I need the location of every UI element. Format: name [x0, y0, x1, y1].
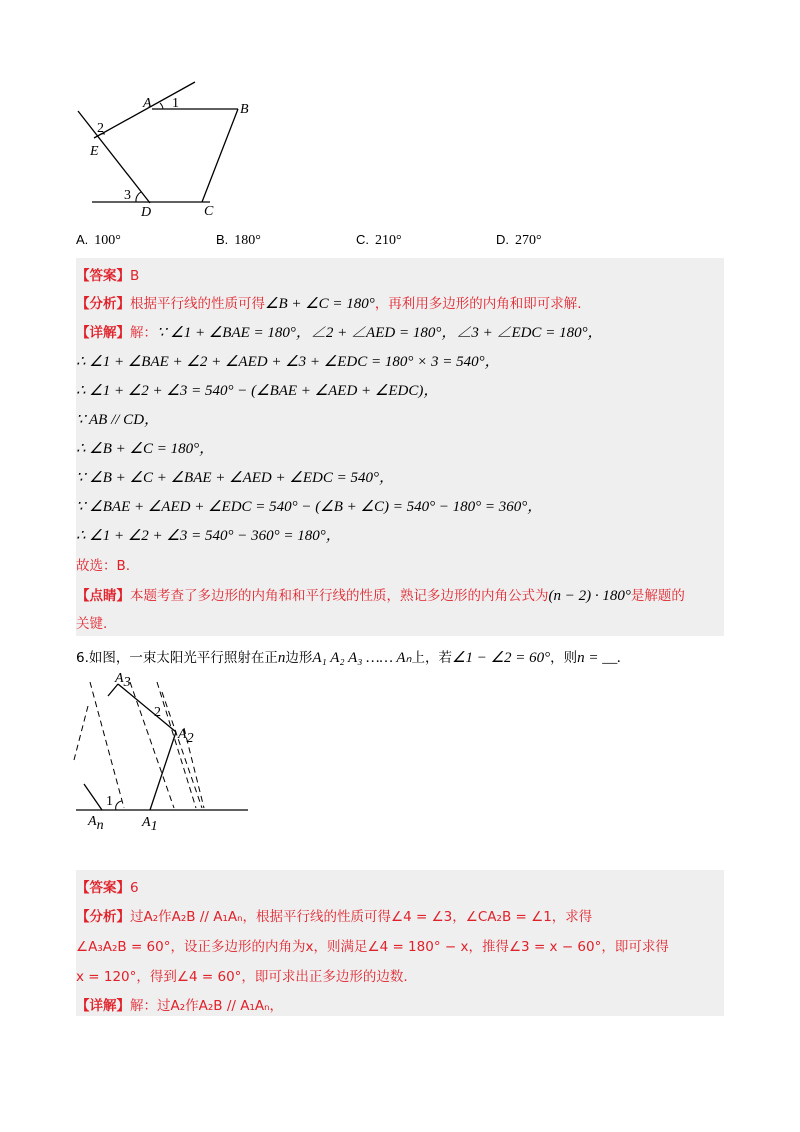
q5-answer-line: 【答案】B — [76, 268, 140, 284]
q5-step-3: ∴ ∠1 + ∠2 + ∠3 = 540° − (∠BAE + ∠AED + ∠EDC)， — [76, 383, 439, 399]
q6-answer-line: 【答案】6 — [76, 880, 139, 896]
figure-sunlight-polygon — [70, 668, 260, 840]
label-angle-1: 1 — [172, 96, 179, 111]
label-C: C — [204, 204, 214, 219]
label-A: A — [143, 96, 152, 111]
option-b[interactable]: B. 180° — [216, 232, 261, 248]
q6-analysis-line-3: x = 120°，得到∠4 = 60°，即可求出正多边形的边数. — [76, 969, 408, 985]
choice-options — [76, 232, 726, 252]
q5-comment-line: 【点睛】本题考查了多边形的内角和和平行线的性质，熟记多边形的内角公式为(n − 2) · 180°是解题的 — [76, 588, 685, 604]
label-An: An — [88, 814, 104, 833]
label-B: B — [240, 102, 249, 117]
segment-a2-a3 — [118, 684, 176, 732]
option-c[interactable]: C. 210° — [356, 232, 402, 248]
q5-step-8: ∴ ∠1 + ∠2 + ∠3 = 540° − 360° = 180°， — [76, 528, 341, 544]
angle-3-arc — [136, 192, 141, 202]
q6-analysis-line-2: ∠A₃A₂B = 60°，设正多边形的内角为x，则满足∠4 = 180° − x，推得∠3 = x − 60°，即可求得 — [76, 939, 669, 955]
q5-step-7: ∵ ∠BAE + ∠AED + ∠EDC = 540° − (∠B + ∠C) = 540° − 180° = 360°， — [76, 499, 543, 515]
q5-detail-line-1: 【详解】解：∵ ∠1 + ∠BAE = 180°，∠2 + ∠AED = 180°，∠3 + ∠EDC = 180°， — [76, 325, 603, 341]
figure-sunlight-polygon-svg — [70, 668, 260, 840]
q5-conclusion: 故选：B. — [76, 558, 131, 574]
label-angle-1: 1 — [106, 794, 113, 809]
figure-quadrilateral-svg — [70, 76, 250, 226]
figure-quadrilateral — [70, 76, 250, 226]
label-angle-2: 2 — [97, 121, 104, 136]
segment-a1-a2 — [150, 732, 176, 810]
q5-step-2: ∴ ∠1 + ∠BAE + ∠2 + ∠AED + ∠3 + ∠EDC = 180° × 3 = 540°， — [76, 354, 500, 370]
option-a[interactable]: A. 100° — [76, 232, 121, 248]
sunray-6 — [74, 706, 88, 760]
q6-question: 6.如图，一束太阳光平行照射在正n边形A₁ A₂ A₃ …… Aₙ上，若∠1 − ∠2 = 60°，则n = __. — [76, 650, 622, 666]
q6-detail-line: 【详解】解：过A₂作A₂B // A₁Aₙ， — [76, 998, 283, 1014]
label-A1: A1 — [142, 815, 158, 834]
sunray-1 — [90, 682, 124, 808]
label-angle-3: 3 — [124, 188, 131, 203]
label-A3: A3 — [115, 671, 131, 690]
segment-bc — [202, 109, 238, 202]
label-D: D — [141, 205, 152, 220]
q5-comment-line-2: 关键. — [76, 616, 108, 632]
line-ed-extended — [78, 111, 150, 203]
q6-analysis-line-1: 【分析】过A₂作A₂B // A₁Aₙ，根据平行线的性质可得∠4 = ∠3，∠CA₂B = ∠1，求得 — [76, 909, 593, 925]
angle-1-arc — [160, 103, 163, 109]
q5-step-4: ∵ AB // CD， — [76, 412, 160, 428]
option-d[interactable]: D. 270° — [496, 232, 542, 248]
segment-an — [84, 784, 102, 810]
label-A2: A2 — [178, 727, 194, 746]
label-E: E — [90, 144, 99, 159]
sunray-2 — [130, 682, 174, 808]
q5-analysis-line: 【分析】根据平行线的性质可得∠B + ∠C = 180°，再利用多边形的内角和即可求解. — [76, 296, 582, 312]
q5-step-6: ∵ ∠B + ∠C + ∠BAE + ∠AED + ∠EDC = 540°， — [76, 470, 394, 486]
q5-step-5: ∴ ∠B + ∠C = 180°， — [76, 441, 215, 457]
angle-1-arc — [116, 801, 122, 810]
label-angle-2: 2 — [154, 705, 161, 720]
